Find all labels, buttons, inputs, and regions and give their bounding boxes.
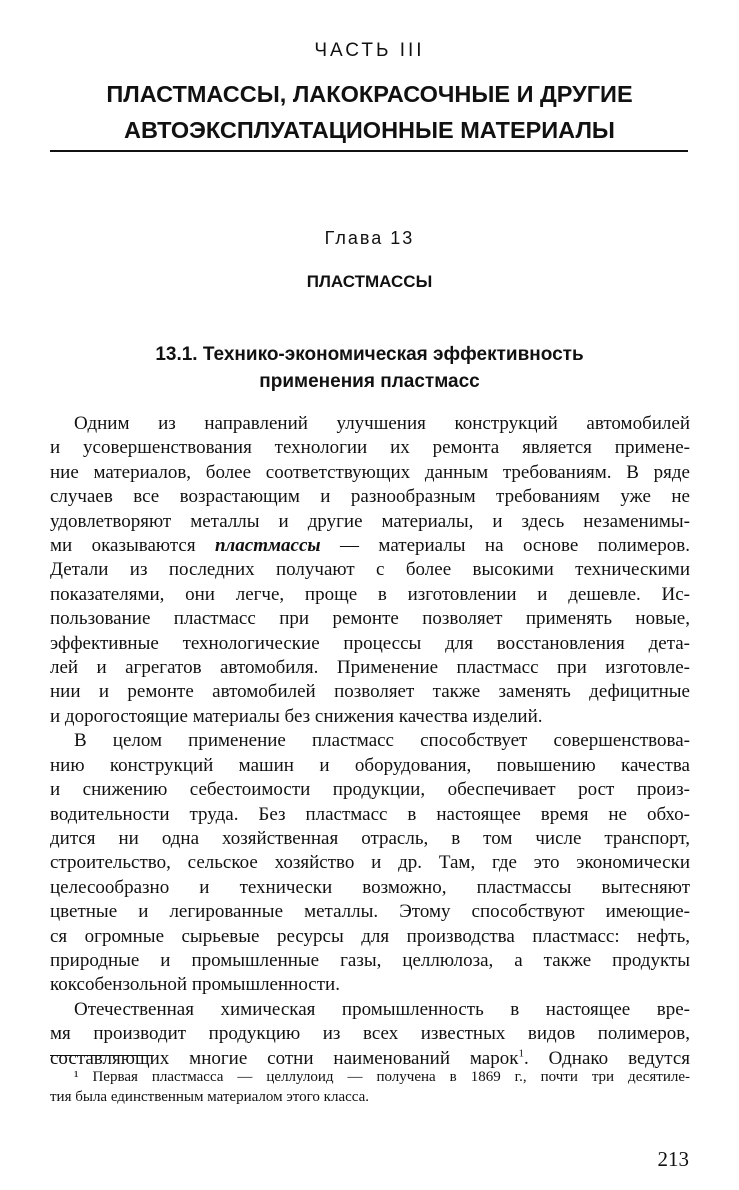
text-fragment: ми оказываются bbox=[50, 535, 215, 557]
part-title bbox=[0, 76, 739, 148]
text-line: Отечественная химическая промышленность в настоящее вре- bbox=[74, 998, 690, 1020]
text-line: коксобензольной промышленности. bbox=[50, 974, 340, 996]
chapter-label: Глава 13 bbox=[324, 228, 415, 248]
footnote-line: тия была единственным материалом этого класса. bbox=[50, 1089, 370, 1105]
text-line: пользование пластмасс при ремонте позволяет применять новые, bbox=[50, 608, 690, 630]
text-line: дится ни одна хозяйственная отрасль, в том числе транспорт, bbox=[50, 827, 690, 849]
part-label: ЧАСТЬ III bbox=[314, 40, 425, 61]
text-line: В целом применение пластмасс способствует совершенствова- bbox=[74, 730, 690, 752]
footnote bbox=[50, 1067, 690, 1107]
text-line: Детали из последних получают с более высокими техническими bbox=[50, 559, 690, 581]
text-line: и дорогостоящие материалы без снижения качества изделий. bbox=[50, 705, 543, 727]
paragraph-2 bbox=[50, 729, 690, 997]
text-line: Одним из направлений улучшения конструкций автомобилей bbox=[74, 413, 690, 434]
page-number: 213 bbox=[657, 1147, 689, 1171]
text-line: мя производит продукцию из всех известных видов полимеров, bbox=[50, 1023, 690, 1045]
text-line: нию конструкций машин и оборудования, повышению качества bbox=[50, 754, 690, 776]
text-line: и усовершенствования технологии их ремонта является примене- bbox=[50, 437, 690, 459]
footnote-line: ¹ Первая пластмасса — целлулоид — получена в 1869 г., почти три десятиле- bbox=[74, 1069, 690, 1085]
text-line: цветные и легированные металлы. Этому способствуют имеющие- bbox=[50, 901, 690, 923]
text-line: водительности труда. Без пластмасс в настоящее время не обхо- bbox=[50, 803, 690, 825]
footnote-marker: 1 bbox=[518, 1047, 524, 1060]
section-title bbox=[0, 341, 739, 395]
body-text bbox=[50, 412, 690, 1071]
section-title-line: 13.1. Технико-экономическая эффективность bbox=[155, 344, 584, 365]
part-title-line: АВТОЭКСПЛУАТАЦИОННЫЕ МАТЕРИАЛЫ bbox=[124, 117, 615, 143]
text-fragment: — материалы на основе полимеров. bbox=[320, 535, 690, 557]
footnote-divider bbox=[50, 1055, 154, 1056]
text-line: ся огромные сырьевые ресурсы для производства пластмасс: нефть, bbox=[50, 925, 690, 947]
text-fragment: составляющих многие сотни наименований марок bbox=[50, 1047, 519, 1069]
text-line: природные и промышленные газы, целлюлоза, а также продукты bbox=[50, 949, 690, 971]
key-term: пластмассы bbox=[214, 535, 321, 557]
text-line: удовлетворяют металлы и другие материалы, и здесь незаменимы- bbox=[50, 510, 690, 532]
text-line: эффективные технологические процессы для восстановления дета- bbox=[50, 632, 690, 654]
paragraph-3 bbox=[50, 998, 690, 1071]
text-fragment: . Однако ведутся bbox=[523, 1047, 690, 1069]
section-title-line: применения пластмасс bbox=[259, 371, 480, 392]
text-line: нии и ремонте автомобилей позволяет также заменять дефицитные bbox=[50, 681, 690, 703]
text-line: целесообразно и технически возможно, пластмассы вытесняют bbox=[50, 876, 690, 898]
part-title-line: ПЛАСТМАССЫ, ЛАКОКРАСОЧНЫЕ И ДРУГИЕ bbox=[106, 81, 633, 107]
part-divider bbox=[50, 150, 688, 152]
text-line: случаев все возрастающим и разнообразным требованиям уже не bbox=[50, 486, 690, 508]
text-line bbox=[50, 534, 690, 558]
text-line: показателями, они легче, проще в изготовлении и дешевле. Ис- bbox=[50, 583, 690, 605]
text-line: и снижению себестоимости продукции, обеспечивает рост произ- bbox=[50, 779, 690, 801]
chapter-title: ПЛАСТМАССЫ bbox=[306, 272, 433, 291]
text-line: ние материалов, более соответствующих данным требованиям. В ряде bbox=[50, 461, 690, 483]
text-line: строительство, сельское хозяйство и др. Там, где это экономически bbox=[50, 852, 690, 874]
paragraph-1 bbox=[50, 412, 690, 729]
text-line: лей и агрегатов автомобиля. Применение пластмасс при изготовле- bbox=[50, 657, 690, 679]
